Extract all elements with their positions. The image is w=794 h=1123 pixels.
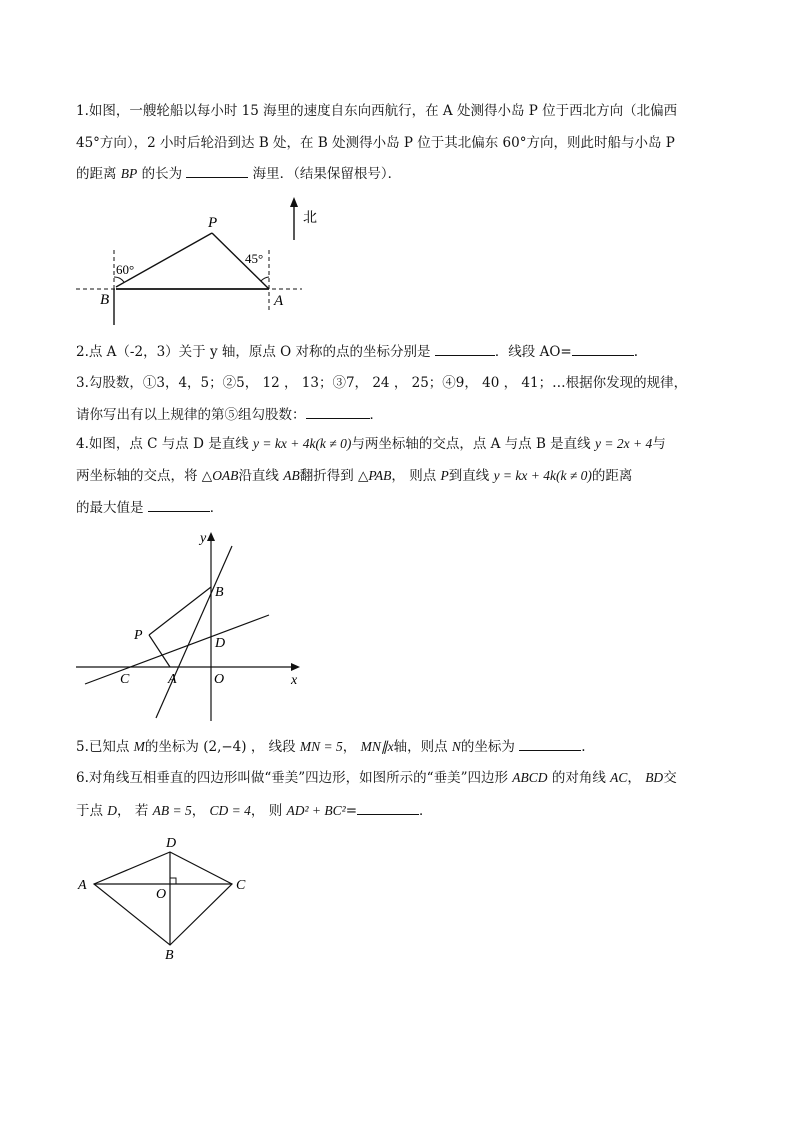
q4-line1: [76, 434, 666, 454]
q5-math: M: [133, 739, 145, 754]
point-p-label: P: [208, 215, 218, 231]
point-c-label: C: [236, 878, 246, 893]
q6-text: ，: [627, 770, 646, 786]
q4-line3: [76, 497, 223, 518]
q5-text: 的坐标为 (2,−4) ， 线段: [144, 739, 300, 755]
q5-line: [76, 736, 585, 757]
q4-equation: y = kx + 4k(k ≠ 0): [493, 468, 592, 483]
q4-text: 到直线: [448, 468, 494, 484]
q6-math: BD: [645, 770, 664, 785]
point-o-label: O: [156, 887, 167, 902]
right-angle-mark: [170, 878, 176, 884]
q6-text: ， 则: [250, 803, 287, 819]
x-axis-label: x: [291, 673, 298, 688]
q4-text: 翻折得到 △: [299, 468, 369, 484]
y-axis-label: y: [200, 531, 207, 546]
q6-text: ．: [419, 803, 433, 819]
point-d-label: D: [166, 836, 177, 851]
q6-math: CD = 4: [209, 803, 251, 818]
answer-blank[interactable]: [306, 404, 370, 419]
answer-blank[interactable]: [357, 800, 419, 815]
q2-text: .: [633, 344, 639, 360]
q6-text: 6.对角线互相垂直的四边形叫做“垂美”四边形，如图所示的“垂美”四边形: [76, 770, 513, 786]
line-ab: [156, 546, 232, 718]
q6-math: AD² + BC²: [286, 803, 346, 818]
point-a-label: A: [78, 878, 87, 893]
q4-text: 与: [652, 436, 666, 452]
origin-label: O: [214, 672, 225, 687]
q4-text: 4.如图，点 C 与点 D 是直线: [76, 436, 253, 452]
segment-bp: [116, 233, 212, 287]
answer-blank[interactable]: [435, 341, 495, 356]
angle-arc-b: [114, 277, 124, 282]
angle-45-label: 45°: [245, 251, 264, 266]
point-a-label: A: [168, 672, 177, 687]
segment-pa: [149, 635, 170, 667]
q2-text: ．线段 AO=: [494, 344, 572, 360]
q4-text: ， 则点: [391, 468, 441, 484]
q1-text: 的距离: [76, 166, 121, 182]
answer-blank[interactable]: [186, 163, 248, 178]
q6-math: D: [107, 803, 118, 818]
q4-text: 沿直线: [238, 468, 284, 484]
q4-math: P: [440, 468, 449, 483]
q5-text: .: [581, 739, 586, 755]
q6-line2: [76, 800, 433, 821]
q5-math: MN = 5: [299, 739, 343, 754]
q4-line2: [76, 466, 632, 486]
point-d-label: D: [215, 636, 226, 651]
q6-text: 交: [663, 770, 677, 786]
point-p-label: P: [134, 628, 143, 643]
x-axis-arrow-icon: [291, 663, 300, 671]
q5-math: N: [451, 739, 461, 754]
q6-text: 的对角线: [547, 770, 611, 786]
q4-math: PAB: [368, 468, 392, 483]
q5-text: 轴，则点: [393, 739, 452, 755]
q4-text: ．: [209, 500, 224, 516]
angle-60-label: 60°: [116, 262, 135, 277]
q5-text: 5.已知点: [76, 739, 134, 755]
q6-text: =: [345, 803, 358, 819]
q4-text: 与两坐标轴的交点，点 A 与点 B 是直线: [351, 436, 595, 452]
q6-line1: [76, 768, 677, 788]
q1-line3: [76, 163, 401, 184]
arrow-head-icon: [290, 197, 298, 207]
answer-blank[interactable]: [572, 341, 634, 356]
q3-text: ．: [369, 407, 383, 423]
q4-text: 两坐标轴的交点，将 △: [76, 468, 213, 484]
q4-math: OAB: [212, 468, 239, 483]
q1-line1: 1.如图，一艘轮船以每小时 15 海里的速度自东向西航行，在 A 处测得小岛 P 位于西北方向（北偏西: [76, 103, 678, 119]
q1-bp: BP: [120, 166, 138, 181]
point-b-label: B: [215, 585, 224, 600]
q3-text: 请你写出有以上规律的第⑤组勾股数：: [76, 407, 306, 423]
q6-math: AB = 5: [152, 803, 192, 818]
q5-text: ，: [342, 739, 361, 755]
answer-blank[interactable]: [519, 736, 581, 751]
point-c-label: C: [120, 672, 130, 687]
y-axis-arrow-icon: [207, 532, 215, 541]
q3-line1: 3.勾股数，①3，4，5；②5， 12 ， 13；③7， 24 ， 25；④9， 40 ， 41；…根据你发现的规律，: [76, 375, 688, 391]
q4-figure: [72, 524, 312, 724]
q5-math: MN∥x: [360, 739, 394, 754]
q6-text: ， 若: [117, 803, 153, 819]
q4-text: 的距离: [591, 468, 633, 484]
q1-text: 的长为: [137, 166, 187, 182]
q2-line: [76, 341, 638, 362]
q6-text: 于点: [76, 803, 108, 819]
q6-math: ABCD: [512, 770, 548, 785]
q6-figure: [72, 832, 262, 964]
q1-text: 海里．（结果保留根号）．: [248, 166, 402, 182]
north-label: 北: [303, 211, 317, 226]
q4-equation: y = kx + 4k(k ≠ 0): [253, 436, 352, 451]
angle-arc-a: [261, 277, 269, 281]
point-b-label: B: [165, 948, 174, 963]
point-a-label: A: [274, 293, 284, 309]
q4-equation: y = 2x + 4: [594, 436, 653, 451]
q6-math: AC: [610, 770, 628, 785]
q2-text: 2.点 A（-2，3）关于 y 轴，原点 O 对称的点的坐标分别是: [76, 344, 435, 360]
q1-figure: [70, 195, 330, 330]
q6-text: ，: [191, 803, 210, 819]
segment-pb: [149, 587, 211, 635]
q4-math: AB: [283, 468, 300, 483]
q5-text: 的坐标为: [460, 739, 520, 755]
q1-line2: 45°方向），2 小时后轮沿到达 B 处，在 B 处测得小岛 P 位于其北偏东 60°方向，则此时船与小岛 P: [76, 135, 675, 151]
q4-text: 的最大值是: [76, 500, 148, 516]
line-cd: [85, 615, 269, 684]
q3-line2: [76, 404, 383, 425]
answer-blank[interactable]: [148, 497, 210, 512]
point-b-label: B: [100, 292, 110, 308]
